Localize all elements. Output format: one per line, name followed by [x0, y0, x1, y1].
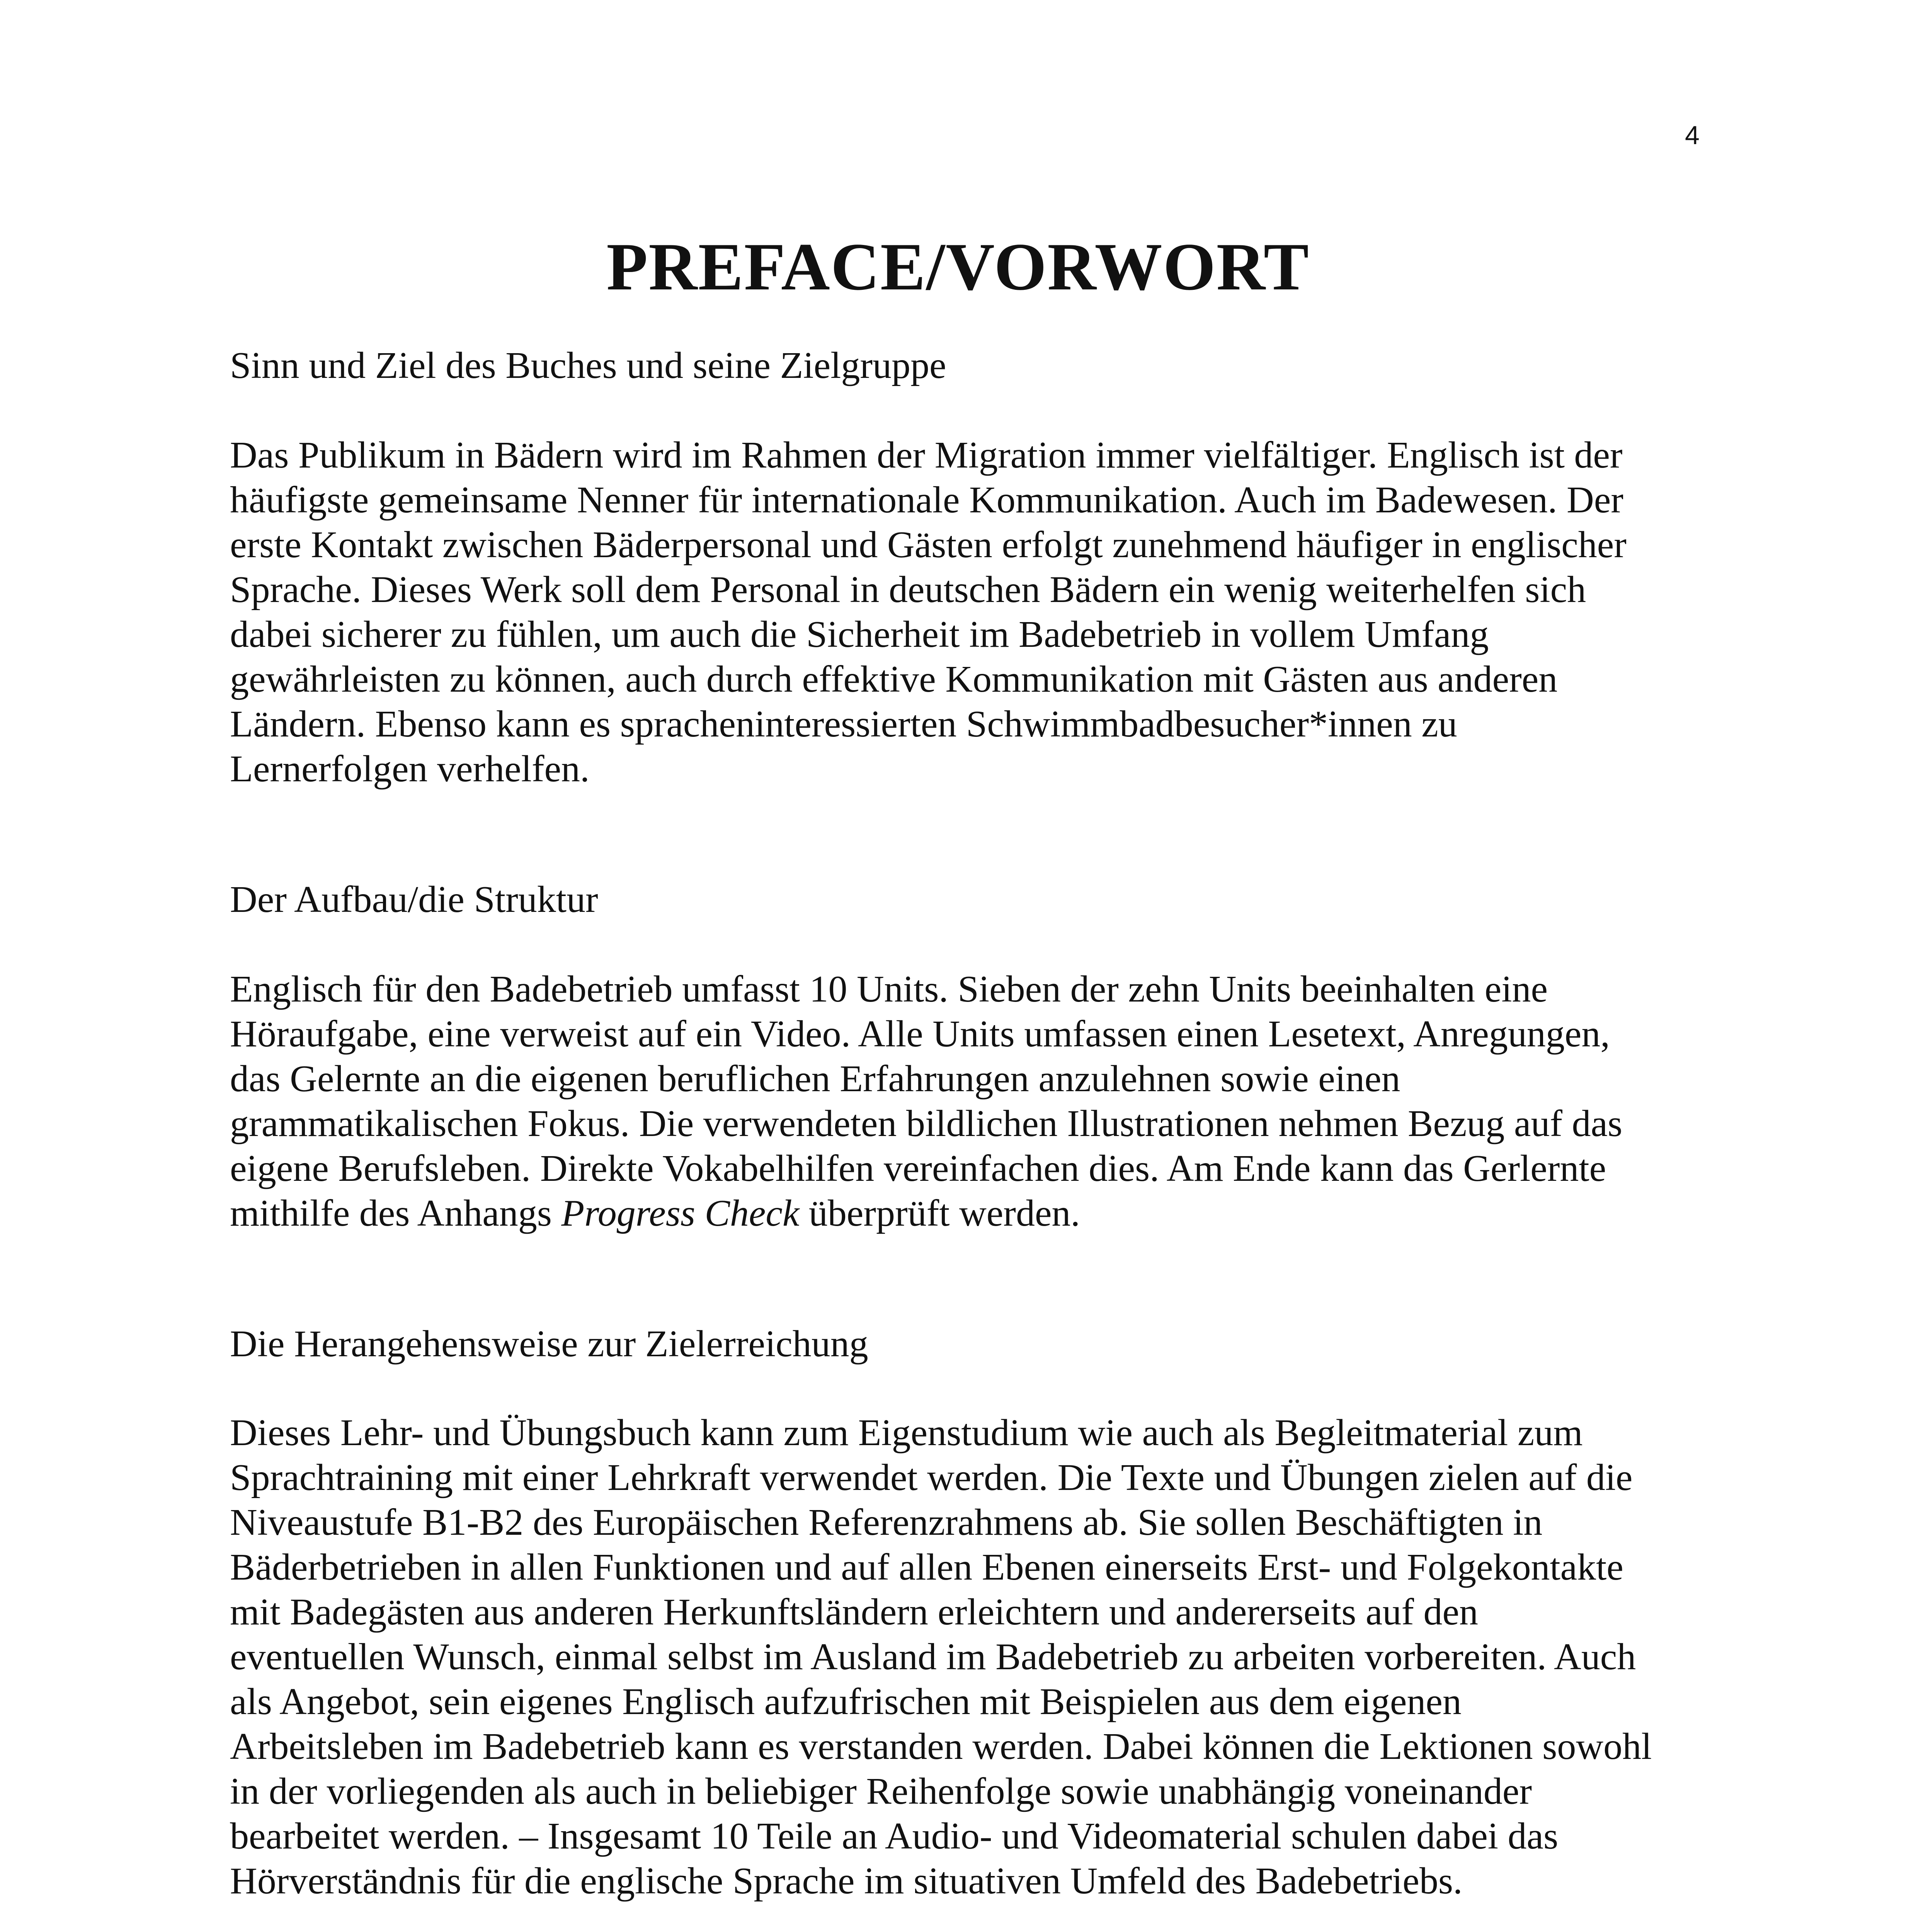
- section-heading: Sinn und Ziel des Buches und seine Zielgruppe: [230, 345, 946, 386]
- section-heading-approach: [230, 1321, 1710, 1366]
- paragraph-line: grammatikalischen Fokus. Die verwendeten bildlichen Illustrationen nehmen Bezug auf das: [230, 1103, 1623, 1145]
- paragraph-line: eigene Berufsleben. Direkte Vokabelhilfen vereinfachen dies. Am Ende kann das Gerlernte: [230, 1148, 1606, 1189]
- paragraph-line: das Gelernte an die eigenen beruflichen Erfahrungen anzulehnen sowie einen: [230, 1058, 1400, 1100]
- section-heading-structure: [230, 877, 1710, 922]
- paragraph-line: als Angebot, sein eigenes Englisch aufzufrischen mit Beispielen aus dem eigenen: [230, 1681, 1462, 1723]
- paragraph-line: Bäderbetrieben in allen Funktionen und auf allen Ebenen einerseits Erst- und Folgekontakte: [230, 1546, 1623, 1588]
- section-heading-purpose: [230, 343, 1710, 388]
- paragraph-line: Arbeitsleben im Badebetrieb kann es verstanden werden. Dabei können die Lektionen sowohl: [230, 1726, 1652, 1767]
- paragraph-purpose: [230, 433, 1710, 791]
- paragraph-structure: [230, 967, 1710, 1236]
- paragraph-line: Lernerfolgen verhelfen.: [230, 748, 590, 790]
- section-heading: Der Aufbau/die Struktur: [230, 879, 598, 920]
- paragraph-line: bearbeitet werden. – Insgesamt 10 Teile an Audio- und Videomaterial schulen dabei das: [230, 1815, 1559, 1857]
- paragraph-line: Höraufgabe, eine verweist auf ein Video. Alle Units umfassen einen Lesetext, Anregungen,: [230, 1013, 1610, 1055]
- paragraph-line: Sprache. Dieses Werk soll dem Personal in deutschen Bädern ein wenig weiterhelfen sich: [230, 569, 1586, 611]
- paragraph-line: Ländern. Ebenso kann es spracheninteressierten Schwimmbadbesucher*innen zu: [230, 703, 1457, 745]
- paragraph-line: Sprachtraining mit einer Lehrkraft verwendet werden. Die Texte und Übungen zielen auf die: [230, 1457, 1633, 1498]
- text-run: überprüft werden.: [799, 1192, 1080, 1234]
- paragraph-line: Englisch für den Badebetrieb umfasst 10 Units. Sieben der zehn Units beeinhalten eine: [230, 968, 1548, 1010]
- paragraph-line: Das Publikum in Bädern wird im Rahmen der Migration immer vielfältiger. Englisch ist der: [230, 434, 1623, 476]
- paragraph-line: dabei sicherer zu fühlen, um auch die Sicherheit im Badebetrieb in vollem Umfang: [230, 614, 1489, 655]
- page-title: PREFACE/VORWORT: [606, 229, 1310, 304]
- section-heading: Die Herangehensweise zur Zielerreichung: [230, 1323, 868, 1365]
- paragraph-line: in der vorliegenden als auch in beliebiger Reihenfolge sowie unabhängig voneinander: [230, 1770, 1532, 1812]
- paragraph-line: erste Kontakt zwischen Bäderpersonal und Gästen erfolgt zunehmend häufiger in englischer: [230, 524, 1627, 566]
- paragraph-line: mit Badegästen aus anderen Herkunftsländern erleichtern und andererseits auf den: [230, 1591, 1478, 1633]
- progress-check-title: Progress Check: [561, 1192, 800, 1234]
- paragraph-line: Dieses Lehr- und Übungsbuch kann zum Eigenstudium wie auch als Begleitmaterial zum: [230, 1412, 1583, 1454]
- paragraph-line: eventuellen Wunsch, einmal selbst im Ausland im Badebetrieb zu arbeiten vorbereiten. Auch: [230, 1636, 1636, 1678]
- page-number: 4: [1685, 121, 1700, 150]
- paragraph-line: gewährleisten zu können, auch durch effektive Kommunikation mit Gästen aus anderen: [230, 658, 1558, 700]
- paragraph-line: häufigste gemeinsame Nenner für internationale Kommunikation. Auch im Badewesen. Der: [230, 479, 1623, 521]
- paragraph-approach: [230, 1410, 1710, 1903]
- paragraph-line: Niveaustufe B1-B2 des Europäischen Referenzrahmens ab. Sie sollen Beschäftigten in: [230, 1502, 1543, 1543]
- paragraph-line: [230, 1191, 1710, 1236]
- paragraph-line: Hörverständnis für die englische Sprache im situativen Umfeld des Badebetriebs.: [230, 1860, 1463, 1902]
- text-run: mithilfe des Anhangs: [230, 1192, 562, 1234]
